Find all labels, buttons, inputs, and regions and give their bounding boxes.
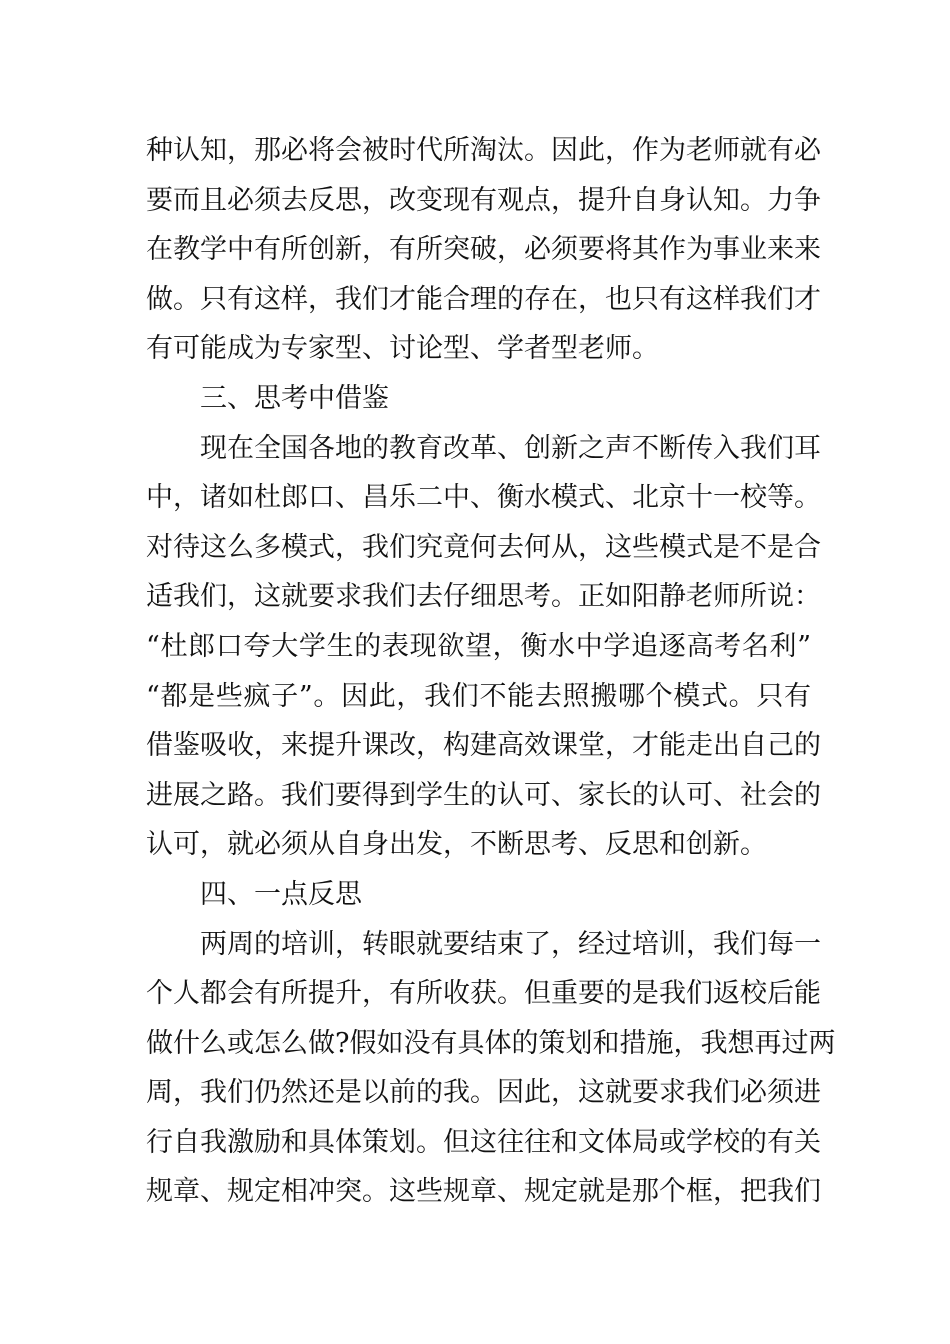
text-line: 中，诸如杜郎口、昌乐二中、衡水模式、北京十一校等。: [146, 482, 821, 514]
section-heading: 四、一点反思: [200, 878, 362, 910]
text-line: 对待这么多模式，我们究竟何去何从，这些模式是不是合: [146, 531, 821, 563]
paragraph: [146, 920, 836, 1218]
document-body: [146, 126, 836, 1217]
section-heading-3: [146, 374, 811, 424]
text-line: 规章、规定相冲突。这些规章、规定就是那个框，把我们: [146, 1176, 821, 1208]
text-line: 有可能成为专家型、讨论型、学者型老师。: [146, 333, 659, 365]
text-line: 种认知，那必将会被时代所淘汰。因此，作为老师就有必: [146, 135, 821, 166]
text-line: 周，我们仍然还是以前的我。因此，这就要求我们必须进: [146, 1077, 821, 1109]
text-line: 做什么或怎么做?假如没有具体的策划和措施，我想再过两: [146, 1027, 836, 1059]
section-heading: 三、思考中借鉴: [200, 382, 389, 414]
text-line: 适我们，这就要求我们去仔细思考。正如阳静老师所说：: [146, 581, 821, 613]
text-line: 做。只有这样，我们才能合理的存在，也只有这样我们才: [146, 283, 821, 315]
paragraph: [146, 424, 821, 870]
text-line: 行自我激励和具体策划。但这往往和文体局或学校的有关: [146, 1126, 821, 1158]
section-heading-4: [146, 870, 811, 920]
text-line: 个人都会有所提升，有所收获。但重要的是我们返校后能: [146, 978, 821, 1010]
paragraph-continuation: [146, 126, 821, 374]
text-line: 认可，就必须从自身出发，不断思考、反思和创新。: [146, 829, 767, 861]
text-line: 进展之路。我们要得到学生的认可、家长的认可、社会的: [146, 779, 821, 811]
text-line: 借鉴吸收，来提升课改，构建高效课堂，才能走出自己的: [146, 730, 821, 762]
text-line: “都是些疯子”。因此，我们不能去照搬哪个模式。只有: [146, 680, 811, 712]
text-line: “杜郎口夸大学生的表现欲望，衡水中学追逐高考名利”: [146, 630, 811, 662]
text-line: 要而且必须去反思，改变现有观点，提升自身认知。力争: [146, 184, 821, 216]
text-line: 两周的培训，转眼就要结束了，经过培训，我们每一: [200, 928, 821, 960]
text-line: 现在全国各地的教育改革、创新之声不断传入我们耳: [200, 432, 821, 464]
text-line: 在教学中有所创新，有所突破，必须要将其作为事业来来: [146, 234, 821, 266]
